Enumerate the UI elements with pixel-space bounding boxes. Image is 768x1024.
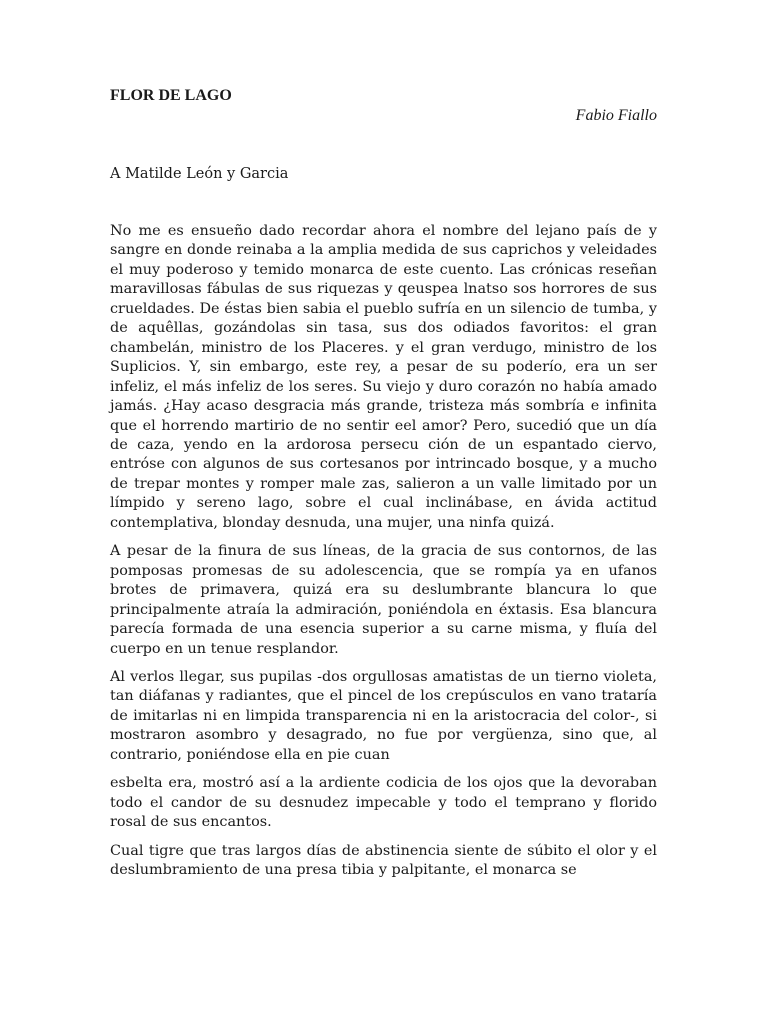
paragraph-5: Cual tigre que tras largos días de abstinencia siente de súbito el olor y el deslumbramiento de una presa tibia y palpitante, el monarca se (110, 842, 657, 879)
dedication: A Matilde León y Garcia (110, 166, 289, 182)
paragraph-1: No me es ensueño dado recordar ahora el nombre del lejano país de y sangre en donde reinaba a la amplia medida de sus caprichos y veleidades el muy poderoso y temido monarca de este cuento. Las crónicas reseñan maravillosas fábulas de sus riquezas y qeuspea lnatso sos horrores de sus crueldades. De éstas bien sabia el pueblo sufría en un silencio de tumba, y de aquêllas, gozándolas sin tasa, sus dos odiados favoritos: el gran chambelán, ministro de los Placeres. y el gran verdugo, ministro de los Suplicios. Y, sin embargo, este rey, a pesar de su poderío, era un ser infeliz, el más infeliz de los seres. Su viejo y duro corazón no había amado jamás. ¿Hay acaso desgracia más grande, tristeza más sombría e infinita que el horrendo martirio de no sentir eel amor? Pero, sucedió que un día de caza, yendo en la ardorosa persecu ción de un espantado ciervo, entróse con algunos de sus cortesanos por intrincado bosque, y a mucho de trepar montes y romper male zas, salieron a un valle limitado por un límpido y sereno lago, sobre el cual inclinábase, en ávida actitud contemplativa, blonday desnuda, una mujer, una ninfa quizá. (110, 223, 657, 531)
document-author: Fabio Fiallo (575, 107, 657, 124)
paragraph-4: esbelta era, mostró así a la ardiente codicia de los ojos que la devoraban todo el candor de su desnudez impecable y todo el temprano y florido rosal de sus encantos. (110, 775, 657, 831)
paragraph-2: A pesar de la finura de sus líneas, de la gracia de sus contornos, de las pomposas promesas de su adolescencia, que se rompía ya en ufanos brotes de primavera, quizá era su deslumbrante blancura lo que principalmente atraía la admiración, poniéndola en éxtasis. Esa blancura parecía formada de una esencia superior a su carne misma, y fluía del cuerpo en un tenue resplandor. (110, 543, 657, 657)
document-title: FLOR DE LAGO (110, 87, 232, 104)
document-page (110, 86, 657, 890)
paragraph-3: Al verlos llegar, sus pupilas -dos orgullosas amatistas de un tierno violeta, tan diáfanas y radiantes, que el pincel de los crepúsculos en vano trataría de imitarlas ni en limpida transparencia ni en la aristocracia del color-, si mostraron asombro y desagrado, no fue por vergüenza, sino que, al contrario, poniéndose ella en pie cuan (110, 668, 657, 763)
